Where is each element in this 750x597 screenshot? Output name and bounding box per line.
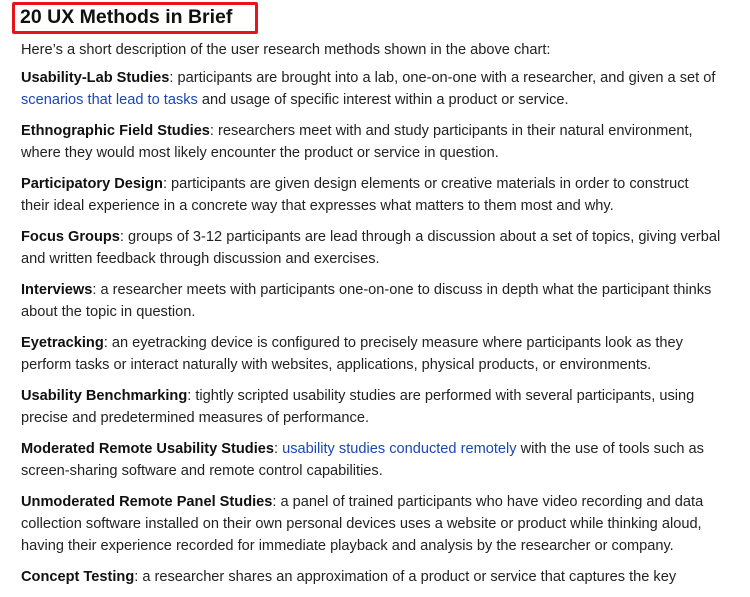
method-description: :	[274, 441, 283, 457]
entry-line	[21, 491, 746, 513]
method-description: and usage of specific interest within a product or service.	[197, 92, 569, 108]
entry-line: their ideal experience in a concrete way that expresses what matters to them most and why.	[21, 198, 614, 214]
entry-line	[21, 89, 746, 111]
method-interviews	[21, 279, 746, 323]
entry-line	[21, 332, 746, 354]
entry-line	[21, 385, 746, 407]
method-description: : participants are given design elements or creative materials in order to construct	[162, 176, 689, 192]
method-term: Participatory Design	[21, 176, 163, 192]
entry-line	[21, 67, 746, 89]
method-term: Interviews	[21, 282, 93, 298]
entry-line	[21, 279, 746, 301]
entry-line	[21, 173, 746, 195]
entry-line: perform tasks or interact naturally with websites, applications, physical products, or environments.	[21, 357, 652, 373]
entry-line	[21, 226, 746, 248]
method-term: Ethnographic Field Studies	[21, 123, 210, 139]
method-usability-lab-studies	[21, 67, 746, 111]
method-focus-groups	[21, 226, 746, 270]
method-description: : participants are brought into a lab, one-on-one with a researcher, and given a set of	[169, 70, 716, 86]
method-unmoderated-remote-panel-studies	[21, 491, 746, 557]
entry-line: having their experience recorded for immediate playback and analysis by the researcher or company.	[21, 538, 674, 554]
entry-line: about the topic in question.	[21, 304, 196, 320]
method-description: : a panel of trained participants who have video recording and data	[272, 494, 704, 510]
entry-line: and written feedback through discussion and exercises.	[21, 251, 380, 267]
entry-line	[21, 566, 746, 588]
entry-line: collection software installed on their own personal devices uses a website or product while thinking aloud,	[21, 516, 702, 532]
method-term: Usability-Lab Studies	[21, 70, 170, 86]
method-description: : an eyetracking device is configured to precisely measure where participants look as they	[103, 335, 683, 351]
entry-line: precise and predetermined measures of performance.	[21, 410, 369, 426]
entry-line	[21, 120, 746, 142]
method-usability-benchmarking	[21, 385, 746, 429]
intro-paragraph: Here’s a short description of the user research methods shown in the above chart:	[21, 42, 551, 58]
methods-list	[21, 67, 746, 597]
entry-line: where they would most likely encounter the product or service in question.	[21, 145, 499, 161]
method-term: Eyetracking	[21, 335, 104, 351]
method-concept-testing	[21, 566, 746, 588]
method-term: Usability Benchmarking	[21, 388, 188, 404]
entry-line	[21, 438, 746, 460]
remote-usability-link[interactable]: usability studies conducted remotely	[282, 441, 517, 457]
method-ethnographic-field-studies	[21, 120, 746, 164]
method-term: Concept Testing	[21, 569, 135, 585]
method-description: : a researcher meets with participants one-on-one to discuss in depth what the participant thinks	[92, 282, 712, 298]
method-moderated-remote-usability-studies	[21, 438, 746, 482]
method-term: Focus Groups	[21, 229, 120, 245]
method-description: with the use of tools such as	[516, 441, 704, 457]
entry-line: screen-sharing software and remote control capabilities.	[21, 463, 383, 479]
method-participatory-design	[21, 173, 746, 217]
section-heading: 20 UX Methods in Brief	[20, 6, 233, 28]
method-term: Moderated Remote Usability Studies	[21, 441, 275, 457]
method-description: : a researcher shares an approximation of a product or service that captures the key	[134, 569, 677, 585]
method-term: Unmoderated Remote Panel Studies	[21, 494, 273, 510]
method-description: : researchers meet with and study participants in their natural environment,	[209, 123, 693, 139]
method-description: : groups of 3-12 participants are lead through a discussion about a set of topics, giving verbal	[119, 229, 721, 245]
method-description: : tightly scripted usability studies are performed with several participants, using	[187, 388, 695, 404]
scenarios-link[interactable]: scenarios that lead to tasks	[21, 92, 198, 108]
method-eyetracking	[21, 332, 746, 376]
